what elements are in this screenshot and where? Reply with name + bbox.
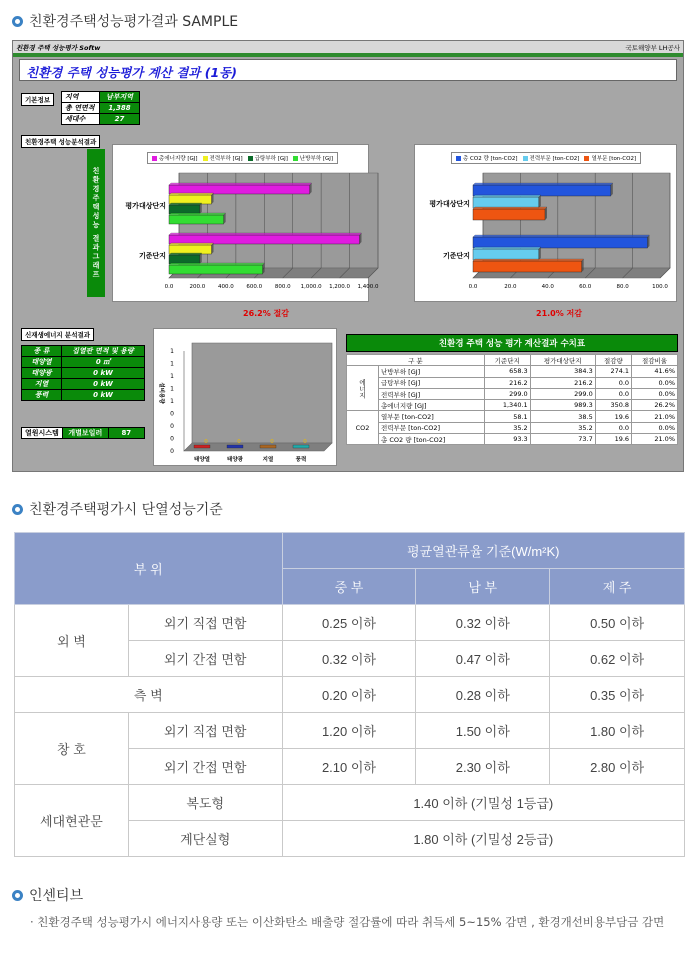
y-tick-label: 1 [170, 348, 174, 355]
header-region: 제 주 [550, 569, 685, 605]
renewable-head-value: 집열판 면적 및 용량 [62, 346, 145, 357]
energy-chart-svg [113, 145, 379, 303]
value-cell: 1.20 이하 [282, 713, 416, 749]
bar-value-label: 0 [204, 439, 208, 445]
bar-top [169, 253, 202, 255]
renewable-value: 0 kW [62, 379, 145, 390]
bar [473, 249, 539, 260]
summary-value: 0.0% [632, 377, 678, 388]
header-value: 평균열관류율 기준(W/m²K) [282, 533, 684, 569]
summary-value: 0.0 [595, 422, 631, 433]
summary-value: 58.1 [484, 411, 530, 422]
renewable-key: 태양광 [22, 368, 62, 379]
section-title-incentive [12, 885, 83, 905]
basic-info-key: 지역 [62, 92, 100, 103]
basic-info-value: 1,388 [100, 103, 140, 114]
section-title-standard [12, 499, 223, 519]
bar [169, 215, 224, 224]
summary-item: 전력부문 [ton-CO2] [379, 422, 485, 433]
summary-value: 216.2 [530, 377, 595, 388]
bar-top [169, 183, 312, 185]
y-tick-label: 1 [170, 360, 174, 368]
y-tick-label: 1 [170, 385, 174, 393]
renewable-table [21, 345, 145, 401]
incentive-text: · 친환경주택 성능평가시 에너지사용량 또는 이산화탄소 배출량 절감률에 따라 취득세 5~15% 감면 , 환경개선비용부담금 감면 [30, 915, 665, 929]
value-cell: 2.80 이하 [550, 749, 685, 785]
summary-header: 구 분 [347, 355, 485, 366]
summary-value: 274.1 [595, 366, 631, 377]
value-cell: 0.20 이하 [282, 677, 416, 713]
basic-info-row [62, 92, 140, 103]
summary-value: 0.0 [595, 388, 631, 399]
renewable-key: 지열 [22, 379, 62, 390]
x-tick-label: 20.0 [504, 284, 517, 290]
legend-label: 총에너지량 [GJ] [159, 156, 198, 162]
part-wall: 외 벽 [15, 605, 129, 677]
bar [473, 185, 611, 196]
result-graph-vertical-label: 친환경주택성능 결과그래프 [87, 149, 105, 297]
renewable-row [22, 357, 145, 368]
condition-indirect: 외기 간접 면함 [128, 641, 282, 677]
x-tick-label: 0.0 [164, 284, 174, 290]
bar [169, 265, 263, 274]
x-tick-label: 60.0 [579, 284, 592, 290]
basic-info-row [62, 114, 140, 125]
category-label: 풍력 [295, 457, 307, 463]
summary-value: 989.3 [530, 400, 595, 411]
part-side-wall: 측 벽 [15, 677, 283, 713]
renewable-label: 신재생에너지 분석결과 [21, 328, 94, 341]
co2-chart-svg [415, 145, 678, 303]
door-value: 1.80 이하 (기밀성 2등급) [282, 821, 684, 857]
door-type: 계단실형 [128, 821, 282, 857]
panel-topbar [13, 41, 683, 53]
value-cell: 0.25 이하 [282, 605, 416, 641]
summary-value: 21.0% [632, 411, 678, 422]
bar [473, 197, 539, 208]
value-cell: 0.50 이하 [550, 605, 685, 641]
summary-row [347, 377, 678, 388]
bar [473, 261, 582, 272]
renewable-row [22, 390, 145, 401]
section-title-text: 인센티브 [29, 888, 84, 904]
x-tick-label: 1,000.0 [300, 284, 322, 290]
value-cell: 1.50 이하 [416, 713, 550, 749]
bar [260, 445, 276, 448]
co2-chart [414, 144, 677, 302]
renewable-chart [153, 328, 337, 466]
basic-info-table [61, 91, 140, 125]
summary-value: 384.3 [530, 366, 595, 377]
renewable-value: 0 kW [62, 390, 145, 401]
basic-info-value: 남부지역 [100, 92, 140, 103]
door-value: 1.40 이하 (기밀성 1등급) [282, 785, 684, 821]
summary-value: 26.2% [632, 400, 678, 411]
green-strip [13, 53, 683, 57]
summary-value: 19.6 [595, 434, 631, 445]
renewable-row [22, 379, 145, 390]
energy-chart [112, 144, 379, 302]
x-tick-label: 100.0 [652, 284, 668, 290]
bar-top [169, 233, 361, 235]
x-tick-label: 1,200.0 [329, 284, 351, 290]
bar-top [169, 193, 214, 195]
renewable-value: 0 ㎡ [62, 357, 145, 368]
bar [227, 445, 243, 448]
bar-top [473, 207, 547, 209]
bar-top [473, 195, 541, 197]
plot-back-wall [192, 343, 332, 443]
summary-group: CO2 [347, 411, 379, 445]
bar [194, 445, 210, 448]
topbar-left-text: 친환경 주택 성능평가 Softw [16, 43, 101, 52]
bar-top [169, 263, 265, 265]
renewable-key: 태양열 [22, 357, 62, 368]
legend-label: 총 CO2 량 [ton-CO2] [463, 156, 518, 162]
bar-end [611, 183, 613, 196]
bar [169, 195, 212, 204]
basic-info-value: 27 [100, 114, 140, 125]
y-tick-label: 0 [170, 423, 174, 430]
summary-row [347, 434, 678, 445]
part-window: 창 호 [15, 713, 129, 785]
summary-value: 1,340.1 [484, 400, 530, 411]
summary-value: 350.8 [595, 400, 631, 411]
category-label: 태양열 [194, 457, 210, 463]
section-title-sample [12, 11, 238, 31]
summary-value: 93.3 [484, 434, 530, 445]
category-label: 기준단지 [138, 252, 166, 260]
circle-bullet-icon [12, 890, 23, 901]
summary-row [347, 411, 678, 422]
summary-value: 41.6% [632, 366, 678, 377]
circle-bullet-icon [12, 504, 23, 515]
bar [293, 445, 309, 448]
value-cell: 0.32 이하 [282, 641, 416, 677]
section-title-text: 친환경주택평가시 단열성능기준 [29, 502, 223, 518]
summary-value: 658.3 [484, 366, 530, 377]
bar [169, 185, 310, 194]
x-tick-label: 800.0 [274, 284, 291, 290]
summary-header: 기준단지 [484, 355, 530, 366]
bar-value-label: 0 [270, 439, 274, 445]
x-tick-label: 200.0 [189, 284, 206, 290]
x-tick-label: 600.0 [246, 284, 263, 290]
bar-top [169, 243, 214, 245]
summary-item: 총에너지량 [GJ] [379, 400, 485, 411]
bar-end [582, 259, 584, 272]
value-cell: 2.30 이하 [416, 749, 550, 785]
renewable-head-key: 종 류 [22, 346, 62, 357]
x-tick-label: 0.0 [468, 284, 478, 290]
condition-direct: 외기 직접 면함 [128, 713, 282, 749]
basic-info-key: 총 연면적 [62, 103, 100, 114]
value-cell: 0.28 이하 [416, 677, 550, 713]
category-label: 지열 [262, 457, 274, 463]
bar [169, 255, 200, 264]
summary-item: 난방부하 [GJ] [379, 366, 485, 377]
renewable-row [22, 368, 145, 379]
summary-row [347, 400, 678, 411]
summary-group: 에너지 [347, 366, 379, 411]
heating-system-table [21, 427, 145, 439]
analysis-label: 친환경주택 성능분석결과 [21, 135, 100, 148]
summary-header: 절감비율 [632, 355, 678, 366]
bar [473, 209, 545, 220]
header-region: 남 부 [416, 569, 550, 605]
x-tick-label: 1,400.0 [357, 284, 379, 290]
bar [473, 237, 647, 248]
y-tick-label: 0 [170, 410, 174, 418]
summary-value: 21.0% [632, 434, 678, 445]
renewable-header-row [22, 346, 145, 357]
value-cell: 1.80 이하 [550, 713, 685, 749]
summary-header: 평가대상단지 [530, 355, 595, 366]
bar-value-label: 0 [237, 439, 241, 445]
summary-value: 35.2 [530, 422, 595, 433]
y-tick-label: 1 [170, 398, 174, 405]
summary-row [347, 422, 678, 433]
value-cell: 2.10 이하 [282, 749, 416, 785]
summary-item: 전력부하 [GJ] [379, 388, 485, 399]
basic-info-label: 기본정보 [21, 93, 54, 106]
summary-value: 0.0% [632, 388, 678, 399]
renewable-chart-svg [154, 329, 338, 467]
bar-top [473, 183, 613, 185]
summary-item: 총 CO2 량 [ton-CO2] [379, 434, 485, 445]
bar-top [169, 213, 226, 215]
legend-label: 전력부하 [GJ] [209, 156, 243, 162]
co2-saving-text: 21.0% 저감 [536, 309, 582, 318]
condition-indirect: 외기 간접 면함 [128, 749, 282, 785]
legend-label: 급탕부하 [GJ] [254, 156, 288, 162]
summary-value: 299.0 [484, 388, 530, 399]
summary-value: 73.7 [530, 434, 595, 445]
part-entrance-door: 세대현관문 [15, 785, 129, 857]
topbar-right-text: 국토해양부 LH공사 [625, 43, 680, 52]
y-axis-label: 설비용량 [158, 382, 164, 404]
value-cell: 0.47 이하 [416, 641, 550, 677]
category-label: 평가대상단지 [125, 202, 166, 210]
renewable-value: 0 kW [62, 368, 145, 379]
summary-header: 절감량 [595, 355, 631, 366]
x-tick-label: 400.0 [217, 284, 234, 290]
heating-type: 개별보일러 [62, 428, 108, 439]
bar-end [539, 247, 541, 260]
y-tick-label: 0 [170, 448, 174, 455]
header-region: 중 부 [282, 569, 416, 605]
summary-title: 친환경 주택 성능 평가 계산결과 수치표 [346, 334, 678, 352]
bar-value-label: 0 [303, 439, 307, 445]
value-cell: 0.32 이하 [416, 605, 550, 641]
value-cell: 0.35 이하 [550, 677, 685, 713]
bar-top [473, 235, 649, 237]
door-type: 복도형 [128, 785, 282, 821]
insulation-standard-table [14, 532, 685, 857]
basic-info-key: 세대수 [62, 114, 100, 125]
bar-top [473, 247, 541, 249]
bar-top [169, 203, 202, 205]
summary-table [346, 354, 678, 445]
summary-row [347, 388, 678, 399]
y-tick-label: 1 [170, 373, 174, 380]
category-label: 기준단지 [442, 252, 470, 260]
heating-value: 87 [108, 428, 144, 439]
energy-saving-text: 26.2% 절감 [243, 309, 289, 318]
circle-bullet-icon [12, 16, 23, 27]
section-title-text: 친환경주택성능평가결과 SAMPLE [29, 14, 239, 30]
category-label: 평가대상단지 [429, 200, 470, 208]
bar-end [545, 207, 547, 220]
bar-top [473, 259, 584, 261]
legend-label: 난방부하 [GJ] [299, 156, 334, 162]
summary-value: 0.0 [595, 377, 631, 388]
renewable-key: 풍력 [22, 390, 62, 401]
summary-item: 열부문 [ton-CO2] [379, 411, 485, 422]
value-cell: 0.62 이하 [550, 641, 685, 677]
category-label: 태양광 [227, 457, 243, 463]
evaluation-result-panel [12, 40, 684, 472]
condition-direct: 외기 직접 면함 [128, 605, 282, 641]
legend-label: 전력부문 [ton-CO2] [529, 156, 580, 162]
x-tick-label: 40.0 [541, 284, 554, 290]
summary-value: 299.0 [530, 388, 595, 399]
header-part: 부 위 [15, 533, 283, 605]
result-banner: 친환경 주택 성능평가 계산 결과 (1동) [19, 59, 677, 81]
summary-value: 38.5 [530, 411, 595, 422]
summary-item: 급탕부하 [GJ] [379, 377, 485, 388]
x-tick-label: 80.0 [616, 284, 629, 290]
summary-value: 35.2 [484, 422, 530, 433]
summary-value: 216.2 [484, 377, 530, 388]
summary-row [347, 366, 678, 377]
bar-end [647, 235, 649, 248]
bar-end [539, 195, 541, 208]
bar [169, 235, 359, 244]
bar [169, 205, 200, 214]
basic-info-row [62, 103, 140, 114]
summary-value: 19.6 [595, 411, 631, 422]
y-tick-label: 0 [170, 435, 174, 443]
summary-value: 0.0% [632, 422, 678, 433]
bar [169, 245, 212, 254]
legend-label: 열부문 [ton-CO2] [591, 156, 637, 162]
heating-label: 열원시스템 [22, 428, 63, 439]
